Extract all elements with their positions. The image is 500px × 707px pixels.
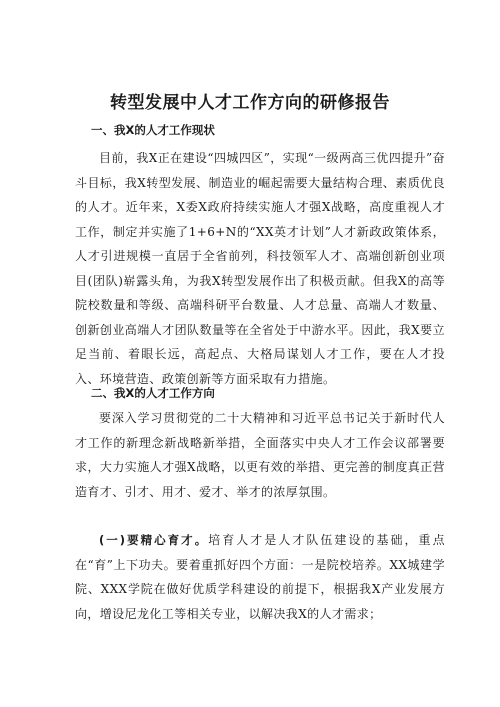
document-title: 转型发展中人才工作方向的研修报告 [110, 93, 390, 113]
section-paragraph-work-direction: 要深入学习贯彻党的二十大精神和习近平总书记关于新时代人才工作的新理念新战略新举措，全面落实中央人才工作会议部署要求，大力实施人才强X战略，以更有效的举措、更完善的制度真正营造育才、引才、用才、爱才、举才的浓厚氛围。 [75, 411, 445, 499]
section-heading-work-direction: 二、我X的人才工作方向 [91, 386, 215, 400]
subsection-text-cultivate-talent: 培育人才是人才队伍建设的基础，重点在“育”上下功夫。要着重抓好四个方面：一是院校培养。XX城建学院、XXX学院在做好优质学科建设的前提下，根据我X产业发展方向，增设尼龙化工等相关专业，以解决我X的人才需求； [75, 533, 445, 621]
subsection-paragraph-cultivate-talent [75, 528, 445, 626]
section-paragraph-current-status: 目前，我X正在建设“四城四区”，实现“一级两高三优四提升”奋斗目标，我X转型发展、制造业的崛起需要大量结构合理、素质优良的人才。近年来，X委X政府持续实施人才强X战略，高度重视人才工作，制定并实施了1+6+N的“XX英才计划”人才新政政策体系，人才引进规模一直居于全省前列，科技领军人才、高端创新创业项目(团队)崭露头角，为我X转型发展作出了积极贡献。但我X的高等院校数量和等级、高端科研平台数量、人才总量、高端人才数量、创新创业高端人才团队数量等在全省处于中游水平。因此，我X要立足当前、着眼长远，高起点、大格局谋划人才工作，要在人才投入、环境营造、政策创新等方面采取有力措施。 [75, 151, 445, 386]
section-heading-current-status: 一、我X的人才工作现状 [91, 123, 215, 137]
subsection-lead-cultivate-talent: (一)要精心育才。 [99, 533, 209, 547]
